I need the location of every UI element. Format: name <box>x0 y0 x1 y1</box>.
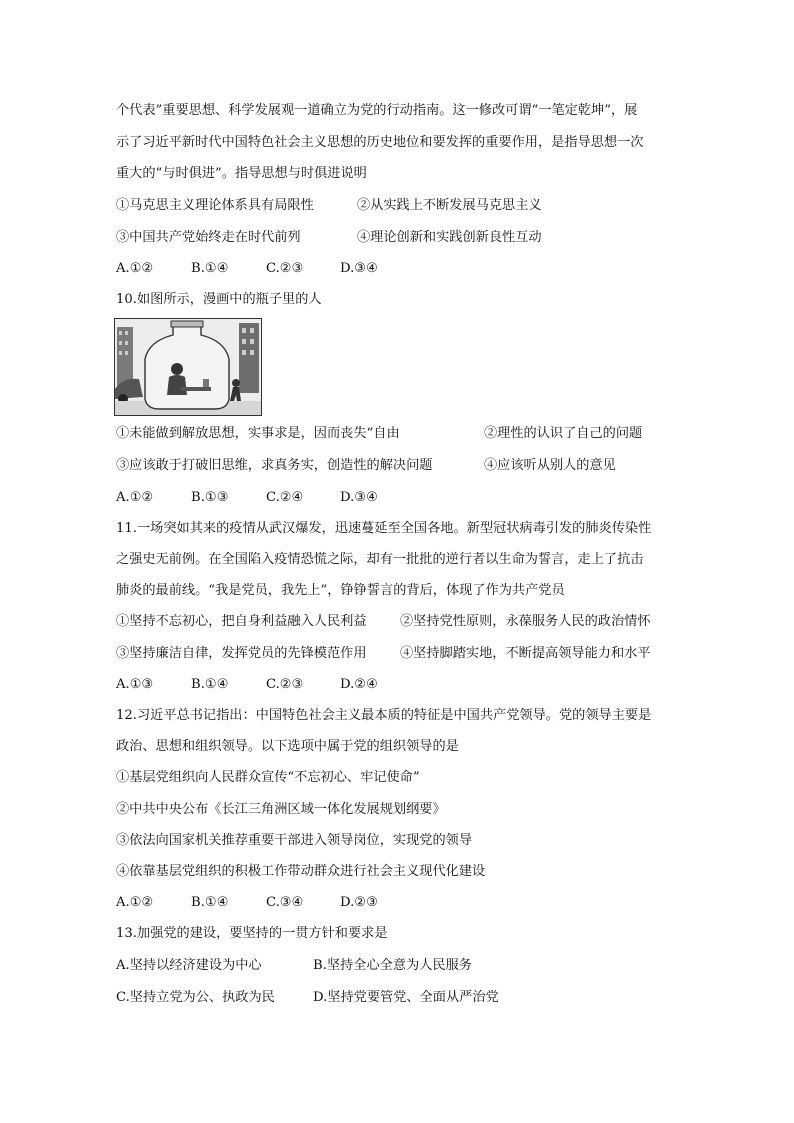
q9-option-2: ②从实践上不断发展马克思主义 <box>357 198 542 213</box>
q9-choice-b: B.①④ <box>191 261 229 276</box>
q12-choice-a: A.①② <box>116 895 154 910</box>
q11-choice-a: A.①③ <box>116 677 154 692</box>
q9-stem-line1: 个代表”重要思想、科学发展观一道确立为党的行动指南。这一修改可谓“一笔定乾坤”，展 <box>116 103 638 118</box>
q12-choice-b: B.①④ <box>191 895 229 910</box>
q12-choice-c: C.③④ <box>266 895 304 910</box>
q13-option-b: B.坚持全心全意为人民服务 <box>313 958 472 973</box>
q10-option-3: ③应该敢于打破旧思维，求真务实，创造性的解决问题 <box>116 458 433 473</box>
q9-choice-a: A.①② <box>116 261 154 276</box>
q9-choice-d: D.③④ <box>340 261 378 276</box>
q9-option-4: ④理论创新和实践创新良性互动 <box>357 230 542 245</box>
q10-option-4: ④应该听从别人的意见 <box>484 458 616 473</box>
q10-option-1: ①未能做到解放思想，实事求是，因而丧失“自由 <box>116 426 400 441</box>
q12-option-3: ③依法向国家机关推荐重要干部进入领导岗位，实现党的领导 <box>116 833 473 848</box>
q9-option-3: ③中国共产党始终走在时代前列 <box>116 230 301 245</box>
q11-option-4: ④坚持脚踏实地，不断提高领导能力和水平 <box>400 646 651 661</box>
q11-option-3: ③坚持廉洁自律，发挥党员的先锋模范作用 <box>116 646 367 661</box>
q10-stem: 10.如图所示，漫画中的瓶子里的人 <box>116 292 322 307</box>
bottle-cartoon-image <box>114 318 262 416</box>
q12-stem-line1: 12.习近平总书记指出：中国特色社会主义最本质的特征是中国共产党领导。党的领导主要是 <box>116 708 652 723</box>
q9-choice-c: C.②③ <box>266 261 304 276</box>
q10-choice-d: D.③④ <box>340 490 378 505</box>
q12-option-4: ④依靠基层党组织的积极工作带动群众进行社会主义现代化建设 <box>116 864 486 879</box>
q11-option-1: ①坚持不忘初心，把自身利益融入人民利益 <box>116 614 367 629</box>
q11-choice-b: B.①④ <box>191 677 229 692</box>
q13-option-a: A.坚持以经济建设为中心 <box>116 958 262 973</box>
q11-option-2: ②坚持党性原则，永葆服务人民的政治情怀 <box>400 614 651 629</box>
cartoon-drawing <box>115 319 261 415</box>
q11-stem-line2: 之强史无前例。在全国陷入疫情恐慌之际，却有一批批的逆行者以生命为誓言，走上了抗击 <box>116 552 644 567</box>
q13-stem: 13.加强党的建设，要坚持的一贯方针和要求是 <box>116 926 388 941</box>
q10-choice-a: A.①② <box>116 490 154 505</box>
q10-choice-b: B.①③ <box>191 490 229 505</box>
q12-option-2: ②中共中央公布《长江三角洲区域一体化发展规划纲要》 <box>116 802 446 817</box>
q9-option-1: ①马克思主义理论体系具有局限性 <box>116 198 314 213</box>
q11-stem-line1: 11.一场突如其来的疫情从武汉爆发，迅速蔓延至全国各地。新型冠状病毒引发的肺炎传染性 <box>116 521 652 536</box>
q11-stem-line3: 肺炎的最前线。“我是党员，我先上”，铮铮誓言的背后，体现了作为共产党员 <box>116 583 565 598</box>
q12-option-1: ①基层党组织向人民群众宣传“不忘初心、牢记使命” <box>116 770 420 785</box>
q11-choice-d: D.②④ <box>340 677 378 692</box>
q13-option-c: C.坚持立党为公、执政为民 <box>116 990 275 1005</box>
q9-stem-line3: 重大的“与时俱进”。指导思想与时俱进说明 <box>116 166 367 181</box>
q11-choice-c: C.②③ <box>266 677 304 692</box>
q10-choice-c: C.②④ <box>266 490 304 505</box>
q12-choice-d: D.②③ <box>340 895 378 910</box>
q10-option-2: ②理性的认识了自己的问题 <box>484 426 643 441</box>
q13-option-d: D.坚持党要管党、全面从严治党 <box>313 990 499 1005</box>
q12-stem-line2: 政治、思想和组织领导。以下选项中属于党的组织领导的是 <box>116 739 459 754</box>
q9-stem-line2: 示了习近平新时代中国特色社会主义思想的历史地位和要发挥的重要作用，是指导思想一次 <box>116 135 644 150</box>
